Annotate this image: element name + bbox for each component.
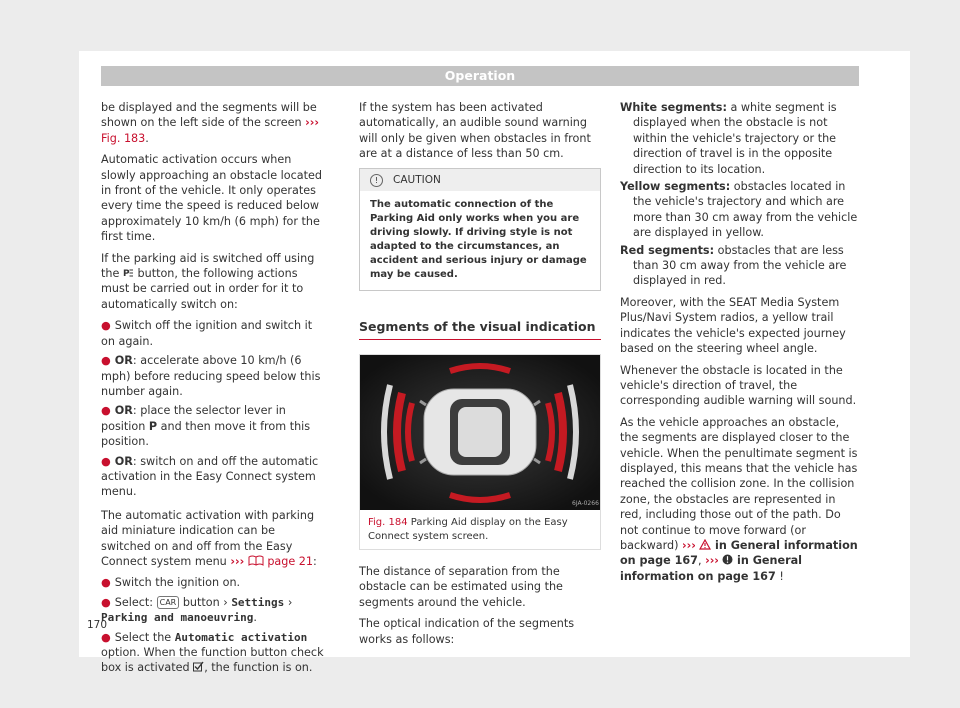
info-circle-icon — [722, 554, 733, 565]
bullet-text: : accelerate above 10 km/h (6 mph) before reducing speed below this number again. — [101, 354, 321, 398]
svg-text:P: P — [122, 269, 130, 279]
bullet-text: Select: — [114, 595, 154, 609]
bullet-text: Switch off the ignition and switch it on again. — [101, 319, 313, 348]
bullet-dot: ● — [101, 576, 111, 590]
col2-paragraph-1: If the system has been activated automatically, an audible sound warning will only be given when obstacles in front are at a distance of less than 50 cm. — [359, 101, 591, 161]
reference-general-info-1[interactable]: in General information on page 167 — [620, 538, 858, 568]
section-title: Segments of the visual indication — [359, 319, 601, 340]
definition-text: obstacles that are less than 30 cm away from the vehicle are displayed in red. — [633, 243, 847, 288]
bullet-item — [101, 318, 327, 349]
figure-link[interactable]: Fig. 183 — [101, 131, 146, 145]
bullet-text-c: , the function is on. — [204, 661, 313, 675]
segment-definition — [620, 179, 860, 241]
col1-p4-text: The automatic activation with parking aid miniature indication can be switched on and off from the Easy Connect system menu — [101, 508, 315, 568]
col1-paragraph-4 — [101, 508, 327, 570]
page-link[interactable]: page 21 — [267, 554, 314, 568]
bullet-text: Select the — [114, 630, 172, 644]
bullet-text-b: option. When the function button check box is activated — [101, 646, 324, 675]
bullet-or: OR — [114, 354, 133, 368]
column-2 — [359, 100, 601, 653]
bullet-dot: ● — [101, 404, 111, 418]
definition-term: Red segments: — [620, 243, 715, 257]
bullet-text-2: and then move it from this position. — [101, 419, 311, 449]
bullet-item — [101, 454, 327, 500]
ref-arrow: ››› — [682, 538, 696, 552]
col2-paragraph-2: The distance of separation from the obstacle can be estimated using the segments around the vehicle. — [359, 565, 563, 609]
caution-box — [359, 168, 601, 291]
col3-p3-text: As the vehicle approaches an obstacle, the segments are displayed closer to the vehicle. When the penultimate segment is displayed, this means that the vehicle has reached the collision zone. In the collision zone, the obstacles are represented in red, including those out of the path. Do not continue to move forward (or backward) — [620, 415, 858, 552]
bullet-item — [101, 630, 327, 676]
parking-aid-display-image — [360, 355, 600, 510]
bullet-or: OR — [114, 454, 133, 468]
caution-title: CAUTION — [393, 173, 441, 186]
ref-arrow: ››› — [230, 554, 245, 568]
col1-p3-text-b: button, the following actions must be carried out in order for it to automatically switch on: — [101, 267, 304, 311]
col1-paragraph-3 — [101, 251, 327, 313]
col3-paragraph-3: As the vehicle approaches an obstacle, the segments are displayed closer to the vehicle. When the penultimate segment is displayed, this means that the vehicle has reached the collision zone. In the collision zone, the obstacles are represented in red, including those out of the path. Do not continue to move forward (or backward) ››› in General information on page 167, ››› in General information on page 167 ! — [620, 415, 858, 583]
bullet-dot: ● — [101, 354, 111, 368]
page-header: Operation — [101, 66, 859, 86]
bullet-dot: ● — [101, 595, 111, 609]
reference-general-info-2[interactable]: in General information on page 167 — [620, 554, 802, 583]
figure-caption-text: Parking Aid display on the Easy Connect system screen. — [368, 517, 568, 542]
bullet-or: OR — [114, 404, 133, 418]
col1-p3-text: If the parking aid is switched off using the — [101, 251, 315, 281]
col3-paragraph-2: Whenever the obstacle is located in the vehicle's direction of travel, the corresponding audible warning will sound. — [620, 363, 857, 408]
menu-parking: Parking and manoeuvring — [101, 611, 254, 625]
bullet-list-1 — [101, 318, 327, 499]
segment-definitions — [620, 100, 860, 289]
caution-body: The automatic connection of the Parking Aid only works when you are driving slowly. If driving style is not adapted to the circumstances, an accident and serious injury or damage may be caused. — [370, 198, 587, 280]
caution-header — [360, 169, 600, 191]
bullet-dot: ● — [101, 319, 111, 333]
bullet-text: : switch on and off the automatic activation in the Easy Connect system menu. — [101, 454, 319, 499]
column-1 — [101, 100, 327, 680]
page-number: 170 — [87, 619, 108, 631]
definition-text: obstacles located in the vehicle's trajectory and which are more than 30 cm away from the vehicle are displayed in yellow. — [633, 180, 858, 240]
ref-arrow: ››› — [705, 554, 719, 568]
col3-p3-end: ! — [779, 569, 784, 583]
warning-triangle-icon — [699, 539, 711, 550]
column-3 — [620, 100, 860, 590]
car-key-label: CAR — [157, 596, 180, 609]
col1-paragraph-2: Automatic activation occurs when slowly approaching an obstacle located in front of the vehicle. It only operates every time the speed is reduced below approximately 10 km/h (6 mph) for the first time. — [101, 153, 322, 244]
option-automatic-activation: Automatic activation — [174, 630, 308, 644]
definition-term: Yellow segments: — [620, 180, 731, 194]
bullet-text-b: button › — [182, 595, 228, 609]
col1-paragraph-1 — [101, 100, 327, 146]
bullet-text: : place the selector lever in position — [101, 404, 286, 433]
col2-paragraph-3: The optical indication of the segments works as follows: — [359, 617, 575, 646]
bullet-item — [101, 595, 327, 626]
bullet-dot: ● — [101, 454, 111, 468]
car-top-view-illustration — [360, 355, 600, 510]
col1-p4-end: : — [313, 554, 317, 568]
col1-p1-text: be displayed and the segments will be shown on the left side of the screen — [101, 101, 317, 130]
segment-definition — [620, 243, 860, 289]
book-icon — [248, 555, 264, 566]
figure-label: Fig. 184 — [368, 517, 408, 529]
figure-caption — [360, 510, 600, 549]
col1-p1-end: . — [145, 131, 149, 145]
bullet-item — [101, 353, 327, 399]
selector-position-p: P — [148, 419, 158, 433]
parking-aid-button-icon — [123, 267, 134, 278]
bullet-dot: ● — [101, 630, 111, 644]
ref-arrow: ››› — [305, 116, 319, 130]
bullet-item — [101, 403, 327, 449]
checkbox-checked-icon — [193, 661, 204, 672]
segment-definition — [620, 100, 860, 177]
col3-paragraph-1: Moreover, with the SEAT Media System Plus/Navi System radios, a yellow trail indicates the vehicle's expected journey based on the steering wheel angle. — [620, 295, 846, 356]
figure-code: 6JA-0266 — [572, 500, 599, 508]
definition-text: a white segment is displayed when the obstacle is not within the vehicle's trajectory or the direction of travel is in the opposite direction to its location. — [633, 101, 837, 176]
figure-184 — [359, 354, 601, 550]
menu-settings: Settings — [231, 595, 285, 609]
bullet-item — [101, 575, 327, 590]
caution-icon: ! — [370, 174, 383, 187]
bullet-end: . — [253, 611, 257, 625]
car-roof — [458, 407, 502, 457]
menu-separator: › — [287, 595, 293, 609]
definition-term: White segments: — [620, 101, 727, 114]
bullet-text: Switch the ignition on. — [114, 576, 241, 590]
